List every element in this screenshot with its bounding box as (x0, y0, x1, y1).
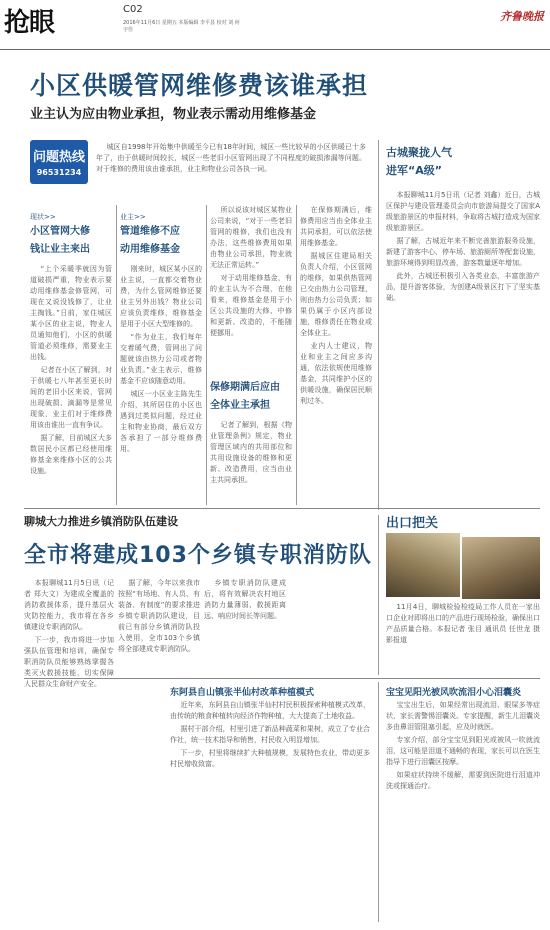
col2-body: 刚来时，城区某小区的业主说，一直都交着物业费，为什么管网维修还要业主另外出钱？物业公司应该负责维修，维修基金是用于小区大型维修的。 “作为业主，我们每年交着暖气费，管网出了问题就该由热力公司或者物业负责。”业主表示，维修基金不应该随意动用。 城区一小区业主陈先生介绍，其所居住的小区也遇到过类似问题，经过业主和物业协商，最后双方各承担了一部分维修费用。 (120, 265, 202, 453)
hotline-badge (30, 140, 88, 184)
col2-head-1: 管道维修不应 (120, 226, 180, 237)
paper-name: 齐鲁晚报 (500, 10, 544, 23)
col4-body: 在保修期满后，维修费用应当由全体业主共同承担，可以依法使用维修基金。 据城区住建局相关负责人介绍，小区管网的维修，如果供热管网已交由热力公司管理，则由热力公司负责；如果仍属于小区内部设施，维修责任在物业或全体业主。 业内人士建议，物业和业主之间应多沟通，依法依规使用维修基金，共同维护小区的供暖设施，确保居民顺利过冬。 (300, 206, 372, 405)
right-body: 本报聊城11月5日讯（记者 刘鑫）近日，古城区保护与建设管理委员会向市旅游局提交了国家A级旅游景区的申报材料，争取将古城打造成为国家级旅游景区。 据了解，古城近年来不断完善旅游服务设施，新建了游客中心、停车场、旅游厕所等配套设施，旅游环境得到明显改善，游客数量逐年增加。 此外，古城还积极引入各类业态，丰富旅游产品，提升游客体验，为创建A级景区打下了坚实基础。 (386, 191, 540, 302)
bottom1-body: 近年来，东阿县自山镇张半仙村村民积极探索种植模式改革，由传统的粮食种植转向经济作物种植，大大提高了土地收益。 据村干部介绍，村里引进了新品种蔬菜和果树，成立了专业合作社，统一技术指导和销售，村民收入明显增加。 下一步，村里将继续扩大种植规模，发展特色农业，带动更多村民增收致富。 (170, 701, 370, 768)
col1-head-2: 钱让业主来出 (30, 244, 90, 255)
col1-body: “上个采暖季就因为管道破损严重，物业表示要动用维修基金修管网，可现在又说没钱修了，让业主掏钱。”日前，家住城区某小区的业主说，物业人员通知他们，小区的供暖管道必须维修，需要业主出钱。 记者在小区了解到，对于供暖七八年甚至更长时间的老旧小区来说，管网出现破损、滴漏等是常见现象，业主们对于维修费用该由谁出一直有争议。 据了解，目前城区大多数居民小区都已经使用维修基金来维修小区的公共设施。 (30, 265, 112, 475)
lead-subtitle: 业主认为应由物业承担，物业表示需动用维修基金 (30, 107, 317, 122)
right-head-2: 进军“A级” (386, 164, 442, 177)
fire-col3: 乡镇专职消防队建成后，将有效解决农村地区消防力量薄弱、救援距离远、响应时间长等问题。 (204, 579, 286, 620)
col3-head-2: 全体业主承担 (210, 400, 270, 411)
col2-label: 业主>> (120, 213, 146, 221)
hotline-number: 96531234 (36, 168, 82, 177)
date-line: 2016年11月6日 星期五 本版编辑 李平县 校对 刘 何宇佳 (123, 20, 240, 33)
right-head-1: 古城聚拢人气 (386, 146, 452, 159)
col3-head-1: 保修期满后应由 (210, 382, 280, 393)
col3-body-top: 所以说该对城区某物业公司来说，“对于一些老旧管网的维修，我们也没有办法，这些维修费用如果由物业公司承担，物业就无法正常运转。” 对于动用维修基金，有的业主认为不合理，在他看来，维修基金是用于小区公共设施的大修、中修和更新、改造的，不能随便挪用。 (210, 206, 292, 337)
col1-label: 现状>> (30, 213, 56, 221)
lead-headline: 小区供暖管网维修费该谁承担 (30, 71, 369, 100)
exit-photo-2 (462, 537, 540, 599)
fire-col1: 本报聊城11月5日讯（记者 郑大文）为建成全覆盖的消防救援体系，提升基层火灾防控能力，我市将在各乡镇建设专职消防队。 下一步，我市将进一步加强队伍管理和培训，确保专职消防队员能够熟练掌握各类灭火救援技能，切实保障人民群众生命财产安全。 (24, 579, 114, 688)
bottom2-body: 宝宝出生后，如果经常出现流泪、眼屎多等症状，家长需警惕泪囊炎。专家提醒，新生儿泪囊炎多由鼻泪管阻塞引起，应及时就医。 专家介绍，部分宝宝见到阳光或被风一吹就流泪，这可能是泪道不通畅的表现，家长可以在医生指导下进行泪囊区按摩。 如果症状持续不缓解，需要到医院进行泪道冲洗或探通治疗。 (386, 701, 540, 790)
col3-body-bottom: 记者了解到，根据《物业管理条例》规定，物业管理区域内的共用部位和共用设施设备的维修和更新、改造费用，应当由业主共同承担。 (210, 421, 292, 484)
bottom2-title: 宝宝见阳光被风吹流泪小心泪囊炎 (386, 688, 522, 698)
fire-kicker: 聊城大力推进乡镇消防队伍建设 (24, 515, 178, 528)
page-number: C02 (123, 4, 143, 15)
col2-head-2: 动用维修基金 (120, 244, 180, 255)
hotline-label: 问题热线 (32, 150, 85, 165)
fire-col2: 据了解，今年以来我市按照“有场地、有人员、有装备、有制度”的要求推进乡镇专职消防队建设，目前已有部分乡镇消防队投入使用，全市103个乡镇将全部建成专职消防队。 (118, 579, 200, 653)
exit-photo (386, 533, 460, 597)
exit-caption: 11月4日，聊城检验检疫局工作人员在一家出口企业对即将出口的产品进行现场检验，确保出口产品质量合格。本报记者 张目 通讯员 任世龙 摄影报道 (386, 603, 540, 644)
col1-head-1: 小区管网大修 (30, 226, 90, 237)
bottom1-title: 东阿县自山镇张半仙村改革种植模式 (170, 688, 315, 698)
lead-intro: 城区自1998年开始集中供暖至今已有18年时间，城区一些比较早的小区供暖已十多年了，由于供暖时间较长，城区一些老旧小区管网出现了不同程度的破损渗漏等问题。对于维修的费用该由谁承担，业主和物业公司各执一词。 (96, 143, 366, 173)
section-logo: 抢眼 (4, 8, 55, 38)
page-header (0, 0, 550, 50)
fire-headline: 全市将建成103个乡镇专职消防队 (24, 543, 372, 568)
exit-title: 出口把关 (386, 516, 439, 531)
